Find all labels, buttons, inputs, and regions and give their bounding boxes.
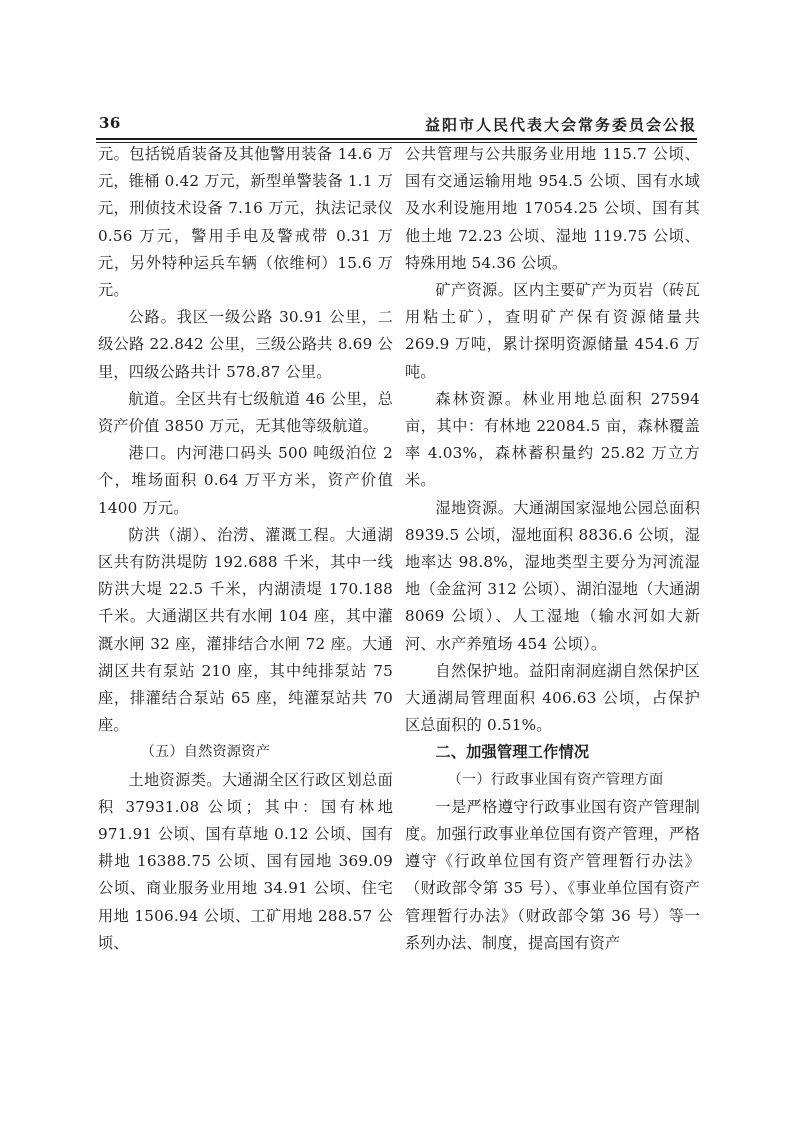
paragraph-nature-reserve: 自然保护地。益阳南洞庭湖自然保护区大通湖局管理面积 406.63 公顷，占保护区总面积的 0.51%。 [405, 661, 700, 735]
paragraph-forest-resources: 森林资源。林业用地总面积 27594 亩，其中：有林地 22084.5 亩，森林覆盖率 4.03%，森林蓄积量约 25.82 万立方米。 [405, 389, 700, 490]
paragraph-highways: 公路。我区一级公路 30.91 公里，二级公路 22.842 公里，三级公路共 8.69 公里，四级公路共计 578.87 公里。 [98, 308, 393, 381]
heading-sub-one: （一）行政事业国有资产管理方面 [447, 771, 664, 788]
paragraph-police-equipment: 元。包括锐盾装备及其他警用装备 14.6 万元，锥桶 0.42 万元，新型单警装备 1.1 万元，刑侦技术设备 7.16 万元，执法记录仪 0.56 万元，警用手电及警戒带 0.31 万元，另外特种运兵车辆（依维柯）15.6 万元。 [98, 145, 393, 300]
heading-section-two: 二、加强管理工作情况 [435, 743, 590, 762]
paragraph-ports: 港口。内河港口码头 500 吨级泊位 2 个，堆场面积 0.64 万平方米，资产价值 1400 万元。 [98, 444, 393, 517]
paragraph-wetland-resources: 湿地资源。大通湖国家湿地公园总面积 8939.5 公顷，湿地面积 8836.6 公顷，湿地率达 98.8%，湿地类型主要分为河流湿地（金盆河 312 公顷）、湖泊湿地（大通湖 8069 公顷）、人工湿地（输水河如大新河、水产养殖场 454 公顷）。 [405, 498, 700, 653]
publication-title: 益阳市人民代表大会常务委员会公报 [424, 116, 697, 134]
header-rule [96, 138, 697, 140]
paragraph-waterways: 航道。全区共有七级航道 46 公里，总资产价值 3850 万元，无其他等级航道。 [98, 389, 393, 436]
right-column [405, 141, 700, 957]
paragraph-mineral-resources: 矿产资源。区内主要矿产为页岩（砖瓦用粘土矿），查明矿产保有资源储量共 269.9 万吨，累计探明资源储量 454.6 万吨。 [405, 281, 700, 381]
left-column [98, 141, 393, 957]
paragraph-land-resources-cont: 公共管理与公共服务业用地 115.7 公顷、国有交通运输用地 954.5 公顷、国有水域及水利设施用地 17054.25 公顷、国有其他土地 72.23 公顷、湿地 119.75 公顷、特殊用地 54.36 公顷。 [405, 145, 700, 272]
paragraph-asset-management: 一是严格遵守行政事业国有资产管理制度。加强行政事业单位国有资产管理，严格遵守《行政单位国有资产管理暂行办法》（财政部令第 35 号）、《事业单位国有资产管理暂行办法》（财政部令第 36 号）等一系列办法、制度，提高国有资产 [405, 797, 700, 952]
heading-natural-resources: （五）自然资源资产 [140, 744, 271, 761]
paragraph-land-resources: 土地资源类。大通湖全区行政区划总面积 37931.08 公顷；其中：国有林地 971.91 公顷、国有草地 0.12 公顷、国有耕地 16388.75 公顷、国有园地 369.09 公顷、商业服务业用地 34.91 公顷、住宅用地 1506.94 公顷、工矿用地 288.57 公顷、 [98, 770, 393, 952]
paragraph-flood-control: 防洪（湖）、治涝、灌溉工程。大通湖区共有防洪堤防 192.688 千米，其中一线防洪大堤 22.5 千米，内湖渍堤 170.188 千米。大通湖区共有水闸 104 座，其中灌溉水闸 32 座，灌排结合水闸 72 座。大通湖区共有泵站 210 座，其中纯排泵站 75 座，排灌结合泵站 65 座，纯灌泵站共 70 座。 [98, 525, 393, 735]
page-number: 36 [99, 114, 121, 132]
